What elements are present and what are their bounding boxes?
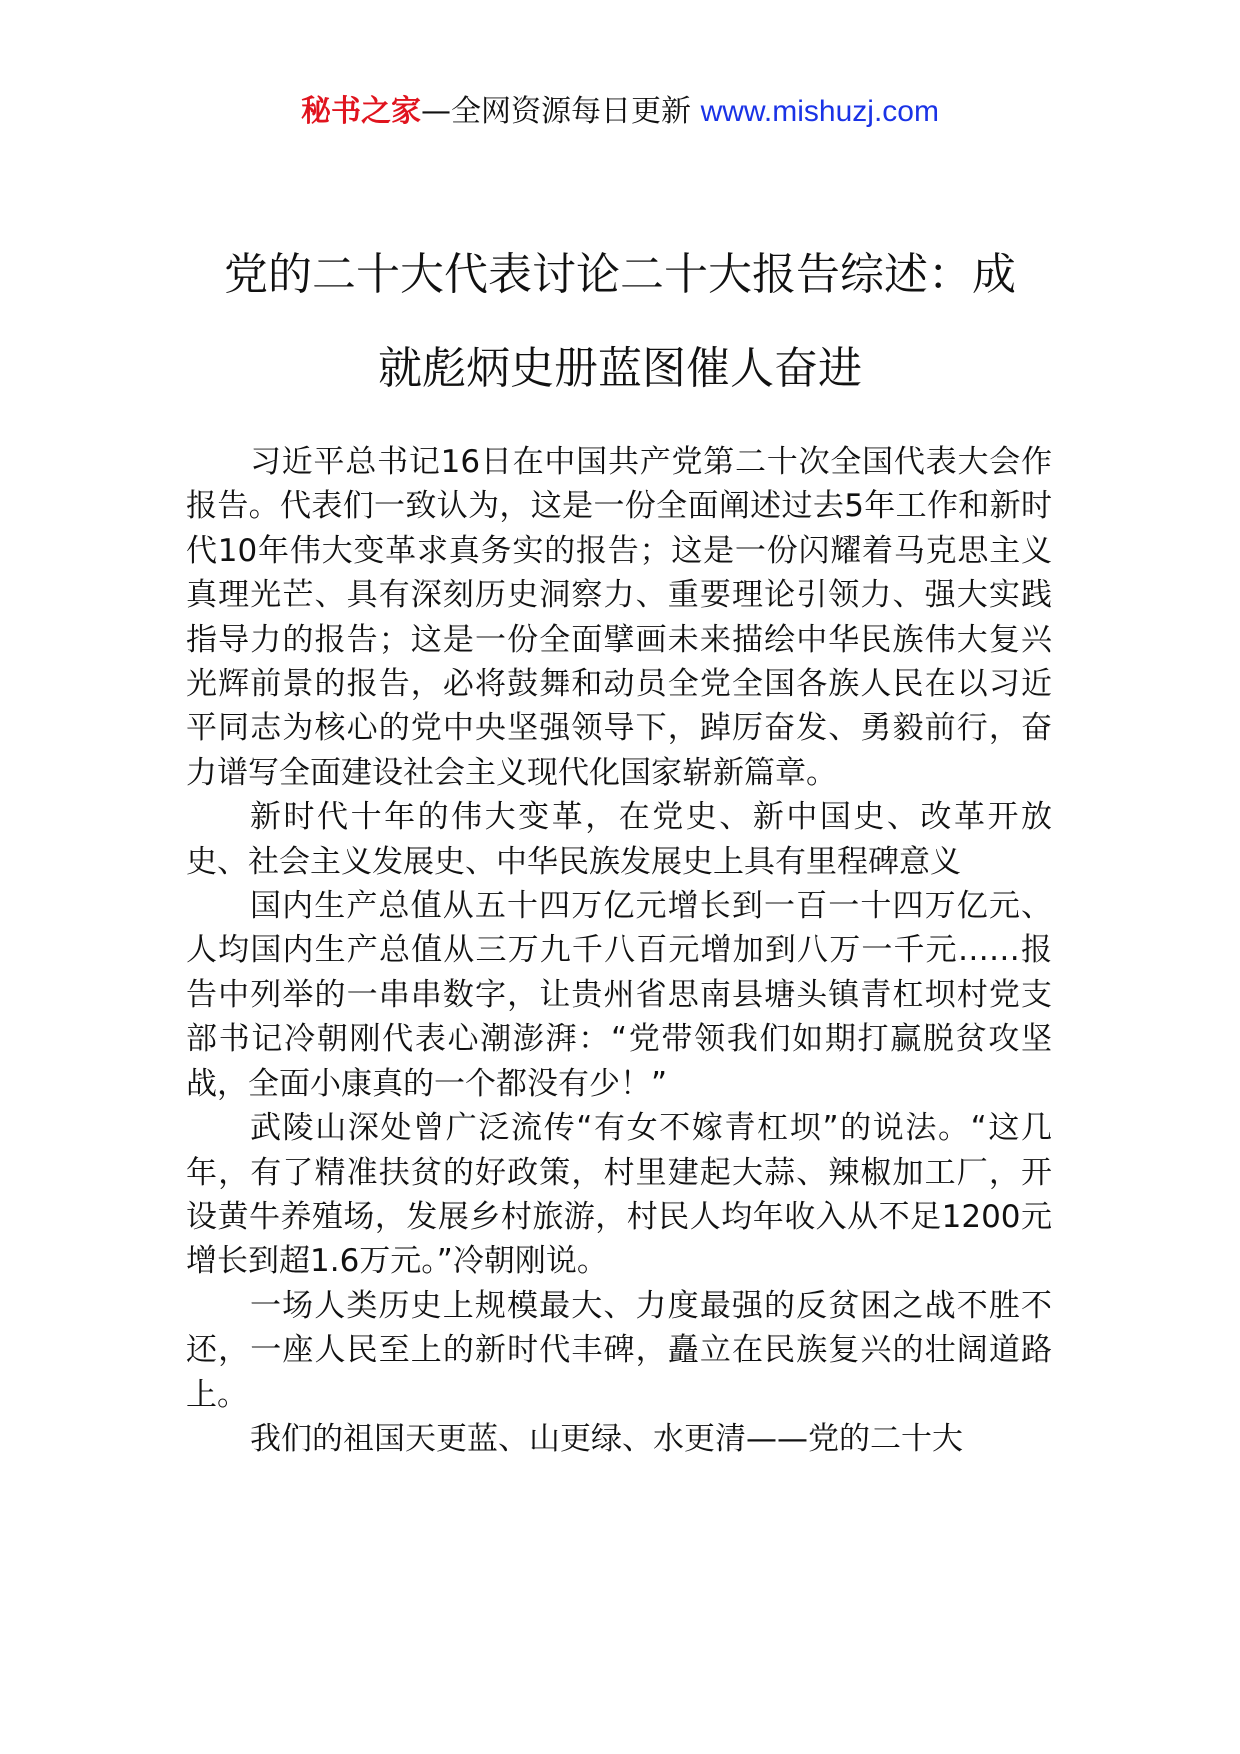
body-paragraph: 一场人类历史上规模最大、力度最强的反贫困之战不胜不还，一座人民至上的新时代丰碑，矗立在民族复兴的壮阔道路上。 [186,1287,1052,1413]
site-tagline: —全网资源每日更新 [421,94,692,129]
body-paragraph: 国内生产总值从五十四万亿元增长到一百一十四万亿元、人均国内生产总值从三万九千八百元增加到八万一千元……报告中列举的一串串数字，让贵州省思南县塘头镇青杠坝村党支部书记冷朝刚代表心潮澎湃：“党带领我们如期打赢脱贫攻坚战，全面小康真的一个都没有少！” [186,888,1052,1102]
site-url-link[interactable]: www.mishuzj.com [700,95,939,128]
document-body [186,440,1052,1461]
body-paragraph: 习近平总书记16日在中国共产党第二十次全国代表大会作报告。代表们一致认为，这是一份全面阐述过去5年工作和新时代10年伟大变革求真务实的报告；这是一份闪耀着马克思主义真理光芒、具有深刻历史洞察力、重要理论引领力、强大实践指导力的报告；这是一份全面擘画未来描绘中华民族伟大复兴光辉前景的报告，必将鼓舞和动员全党全国各族人民在以习近平同志为核心的党中央坚强领导下，踔厉奋发、勇毅前行，奋力谱写全面建设社会主义现代化国家崭新篇章。 [186,444,1052,791]
document-title [190,228,1050,416]
document-title-line-1: 党的二十大代表讨论二十大报告综述：成 [224,249,1016,300]
body-paragraph: 武陵山深处曾广泛流传“有女不嫁青杠坝”的说法。“这几年，有了精准扶贫的好政策，村里建起大蒜、辣椒加工厂，开设黄牛养殖场，发展乡村旅游，村民人均年收入从不足1200元增长到超1.6万元。”冷朝刚说。 [186,1110,1052,1280]
site-brand: 秘书之家 [301,94,422,129]
body-paragraph: 新时代十年的伟大变革，在党史、新中国史、改革开放史、社会主义发展史、中华民族发展史上具有里程碑意义 [186,799,1052,880]
body-paragraph: 我们的祖国天更蓝、山更绿、水更清——党的二十大 [250,1420,963,1457]
site-header [0,92,1240,132]
document-title-line-2: 就彪炳史册蓝图催人奋进 [378,343,862,394]
